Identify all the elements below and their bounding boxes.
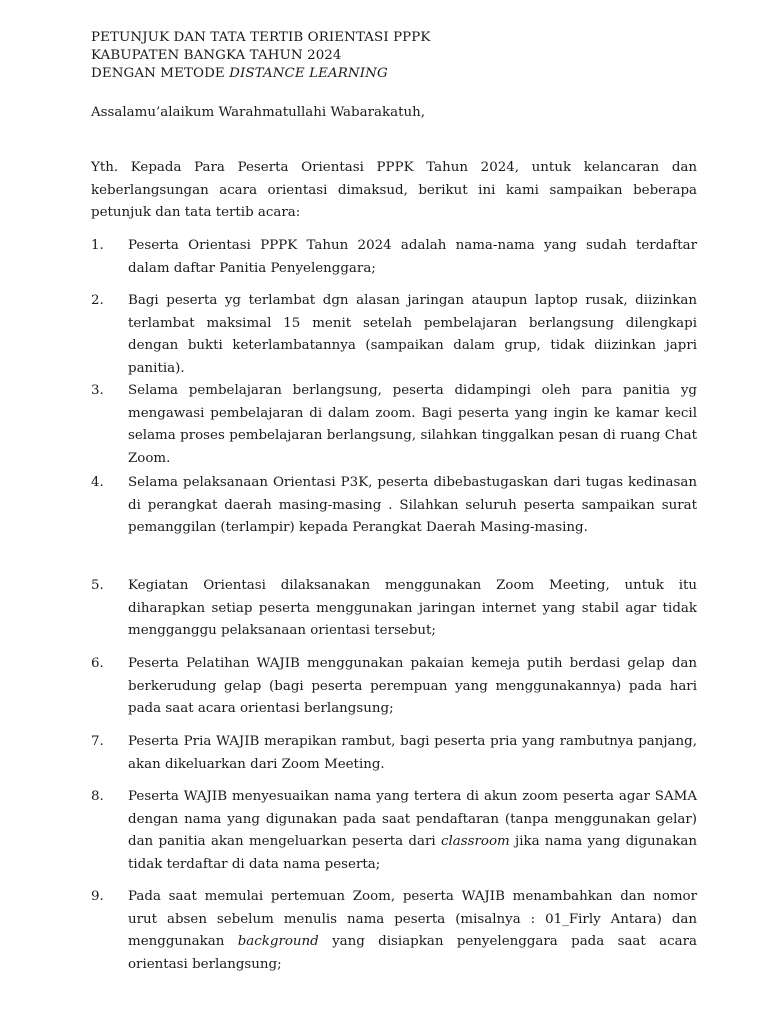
list-item <box>91 786 697 876</box>
list-item-text: Peserta Orientasi PPPK Tahun 2024 adalah nama-nama yang sudah terdaftar dalam daftar Panitia Penyelenggara; <box>128 238 697 276</box>
list-item-text: Selama pembelajaran berlangsung, peserta didampingi oleh para panitia yg mengawasi pembelajaran di dalam zoom. Bagi peserta yang ingin ke kamar kecil selama proses pembelajaran berlangsung, silahkan tinggalkan pesan di ruang Chat Zoom. <box>128 383 697 466</box>
list-item-text <box>128 786 697 876</box>
list-item-text: Peserta Pelatihan WAJIB menggunakan pakaian kemeja putih berdasi gelap dan berkerudung gelap (bagi peserta perempuan yang menggunakannya) pada hari pada saat acara orientasi berlangsung; <box>128 656 697 716</box>
list-item-number: 2. <box>91 293 104 308</box>
title-line-1: PETUNJUK DAN TATA TERTIB ORIENTASI PPPK <box>91 30 431 45</box>
intro-paragraph: Yth. Kepada Para Peserta Orientasi PPPK Tahun 2024, untuk kelancaran dan keberlangsungan acara orientasi dimaksud, berikut ini kami sampaikan beberapa petunjuk dan tata tertib acara: <box>91 160 697 220</box>
list-item-text-part: jika nama yang digunakan tidak terdaftar di data nama peserta; <box>128 834 697 872</box>
list-item-number: 6. <box>91 656 104 671</box>
list-item <box>91 886 697 976</box>
list-item-number: 8. <box>91 789 104 804</box>
list-item-text-italic: classroom <box>441 834 510 849</box>
list-item-text-part: Peserta WAJIB menyesuaikan nama yang tertera di akun zoom peserta agar SAMA dengan nama yang digunakan pada saat pendaftaran (tanpa menggunakan gelar) dan panitia akan mengeluarkan peserta dari <box>128 789 697 849</box>
title-line-3-italic: DISTANCE LEARNING <box>229 66 388 81</box>
list-item-number: 4. <box>91 475 104 490</box>
title-line-3-prefix: DENGAN METODE <box>91 66 230 81</box>
list-item-number: 9. <box>91 889 104 904</box>
list-item-text: Bagi peserta yg terlambat dgn alasan jaringan ataupun laptop rusak, diizinkan terlambat maksimal 15 menit setelah pembelajaran berlangsung dilengkapi dengan bukti keterlambatannya (sampaikan dalam grup, tidak diizinkan japri panitia). <box>128 293 697 376</box>
title-line-3 <box>91 65 711 83</box>
greeting: Assalamu’alaikum Warahmatullahi Wabarakatuh, <box>91 105 425 120</box>
list-item-text-italic: background <box>237 934 319 949</box>
list-item-text-part: yang disiapkan penyelenggara pada saat acara orientasi berlangsung; <box>128 934 697 972</box>
list-item-number: 7. <box>91 734 104 749</box>
list-item-text: Selama pelaksanaan Orientasi P3K, peserta dibebastugaskan dari tugas kedinasan di perangkat daerah masing-masing . Silahkan seluruh peserta sampaikan surat pemanggilan (terlampir) kepada Perangkat Daerah Masing-masing. <box>128 475 697 535</box>
list-item-number: 3. <box>91 383 104 398</box>
list-item-text-part: Pada saat memulai pertemuan Zoom, peserta WAJIB menambahkan dan nomor urut absen sebelum menulis nama peserta (misalnya : 01_Firly Antara) dan menggunakan <box>128 889 697 949</box>
list-item <box>91 653 697 721</box>
title-line-2: KABUPATEN BANGKA TAHUN 2024 <box>91 48 342 63</box>
list-item-number: 5. <box>91 578 104 593</box>
list-item <box>91 380 697 470</box>
list-item-text: Peserta Pria WAJIB merapikan rambut, bagi peserta pria yang rambutnya panjang, akan dikeluarkan dari Zoom Meeting. <box>128 734 697 772</box>
list-item <box>91 235 697 280</box>
list-item <box>91 290 697 380</box>
list-item-text <box>128 886 697 976</box>
list-item <box>91 575 697 643</box>
list-item-text: Kegiatan Orientasi dilaksanakan menggunakan Zoom Meeting, untuk itu diharapkan setiap peserta menggunakan jaringan internet yang stabil agar tidak mengganggu pelaksanaan orientasi tersebut; <box>128 578 697 638</box>
list-item <box>91 472 697 540</box>
list-item-number: 1. <box>91 238 104 253</box>
list-item <box>91 731 697 776</box>
document-title <box>91 29 711 83</box>
